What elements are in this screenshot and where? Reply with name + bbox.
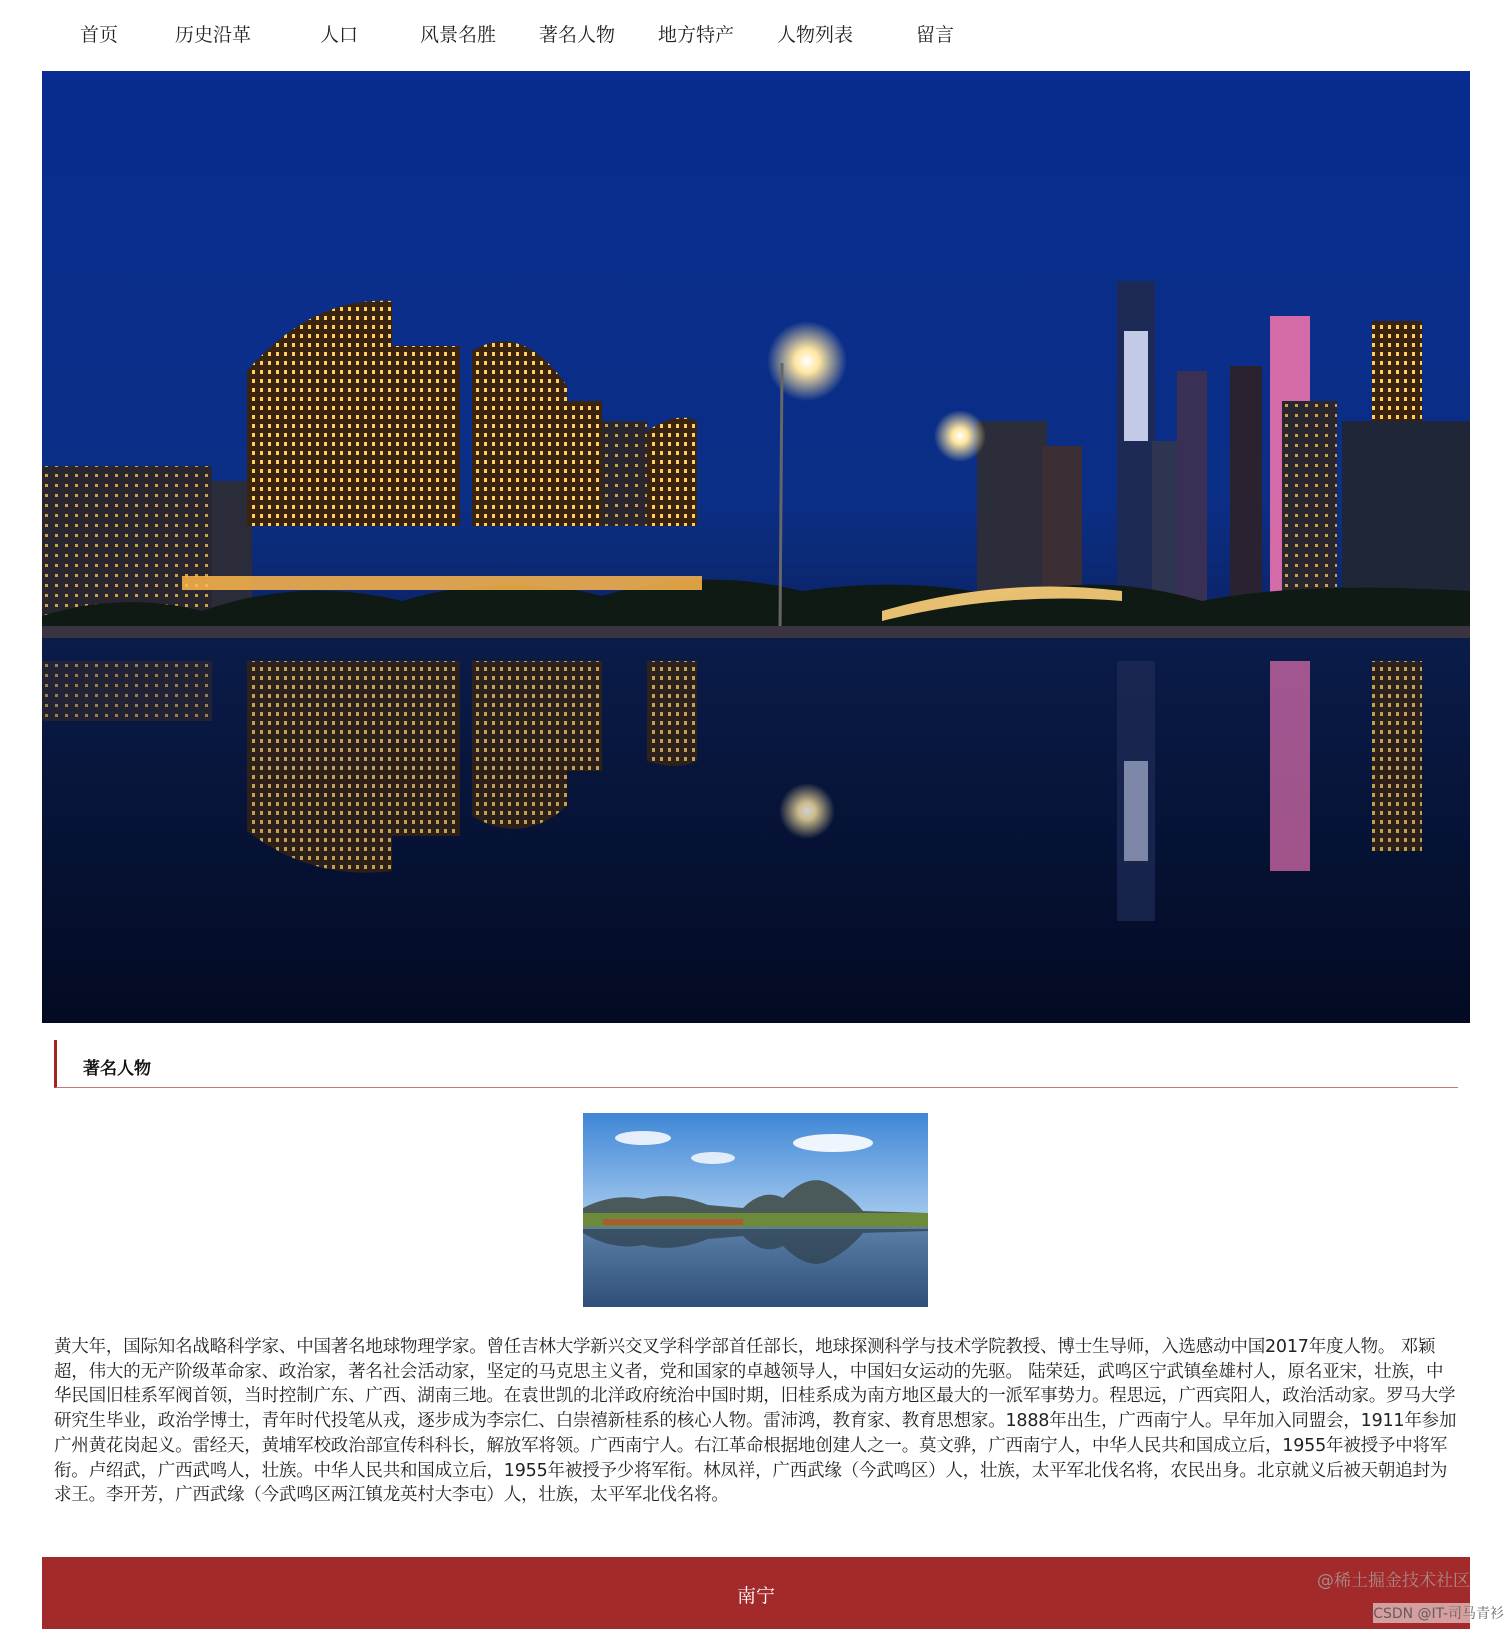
nav-item-people-list[interactable]: 人物列表 (777, 24, 854, 46)
section-title: 著名人物 (83, 1059, 151, 1079)
city-night-skyline-illustration (42, 71, 1470, 1023)
nav-item-message[interactable]: 留言 (916, 24, 955, 46)
nav-item-home[interactable]: 首页 (80, 24, 119, 46)
landscape-photo (583, 1113, 928, 1307)
section-header (54, 1040, 1458, 1088)
top-nav (42, 0, 1470, 71)
karst-lake-illustration (583, 1113, 928, 1307)
nav-item-population[interactable]: 人口 (320, 24, 359, 46)
nav-item-specialties[interactable]: 地方特产 (658, 24, 735, 46)
banner-image (42, 71, 1470, 1023)
footer-text: 南宁 (736, 1585, 775, 1607)
nav-item-scenery[interactable]: 风景名胜 (420, 24, 497, 46)
watermark-community: @稀土掘金技术社区 (1317, 1571, 1470, 1591)
nav-item-famous-people[interactable]: 著名人物 (539, 24, 616, 46)
watermark-csdn: CSDN @IT-司马青衫 (1373, 1603, 1504, 1623)
nav-item-history[interactable]: 历史沿革 (175, 24, 252, 46)
footer-bar (42, 1557, 1470, 1629)
famous-people-article: 黄大年，国际知名战略科学家、中国著名地球物理学家。曾任吉林大学新兴交叉学科学部首任部长，地球探测科学与技术学院教授、博士生导师，入选感动中国2017年度人物。 邓颖超，伟大的无产阶级革命家、政治家，著名社会活动家，坚定的马克思主义者，党和国家的卓越领导人，中国妇女运动的先驱。 陆荣廷，武鸣区宁武镇垒雄村人，原名亚宋，壮族，中华民国旧桂系军阀首领，当时控制广东、广西、湖南三地。在袁世凯的北洋政府统治中国时期，旧桂系成为南方地区最大的一派军事势力。程思远，广西宾阳人，政治活动家。罗马大学研究生毕业，政治学博士，青年时代投笔从戎，逐步成为李宗仁、白崇禧新桂系的核心人物。雷沛鸿，教育家、教育思想家。1888年出生，广西南宁人。早年加入同盟会，1911年参加广州黄花岗起义。雷经天，黄埔军校政治部宣传科科长，解放军将领。广西南宁人。右江革命根据地创建人之一。莫文骅，广西南宁人，中华人民共和国成立后，1955年被授予中将军衔。卢绍武，广西武鸣人，壮族。中华人民共和国成立后，1955年被授予少将军衔。林凤祥，广西武缘（今武鸣区）人，壮族，太平军北伐名将，农民出身。北京就义后被天朝追封为求王。李开芳，广西武缘（今武鸣区两江镇龙英村大李屯）人，壮族，太平军北伐名将。 (54, 1337, 1457, 1506)
